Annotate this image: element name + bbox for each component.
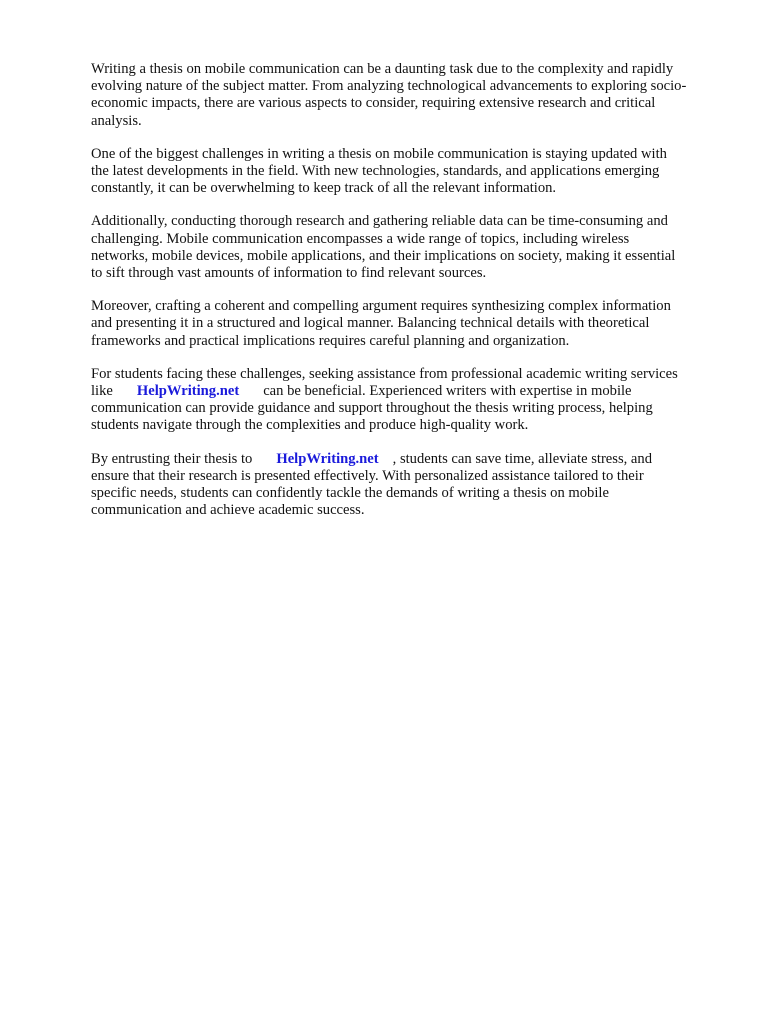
paragraph-research	[91, 213, 731, 282]
text-line: and presenting it in a structured and logical manner. Balancing technical details with theoretical	[91, 315, 650, 332]
text-line: specific needs, students can confidently tackle the demands of writing a thesis on mobile	[91, 485, 609, 502]
text-fragment: By entrusting their thesis to	[91, 450, 253, 467]
text-line: Moreover, crafting a coherent and compelling argument requires synthesizing complex information	[91, 298, 671, 315]
text-line: communication can provide guidance and support throughout the thesis writing process, helping	[91, 400, 653, 417]
paragraph-challenges	[91, 146, 731, 198]
text-fragment: like	[91, 383, 113, 400]
helpwriting-link[interactable]: HelpWriting.net	[136, 383, 240, 400]
text-line: One of the biggest challenges in writing a thesis on mobile communication is staying updated with	[91, 145, 667, 162]
text-fragment: can be beneficial. Experienced writers with expertise in mobile	[263, 383, 632, 400]
text-line: evolving nature of the subject matter. From analyzing technological advancements to exploring socio-	[91, 78, 687, 95]
text-line: analysis.	[91, 112, 142, 129]
text-line: challenging. Mobile communication encompasses a wide range of topics, including wireless	[91, 230, 630, 247]
text-fragment: , students can save time, alleviate stress, and	[392, 450, 653, 467]
text-line: constantly, it can be overwhelming to keep track of all the relevant information.	[91, 180, 557, 197]
text-line: students navigate through the complexities and produce high-quality work.	[91, 417, 529, 434]
document-page	[91, 61, 731, 535]
text-line	[91, 383, 731, 400]
paragraph-assistance	[91, 366, 731, 435]
paragraph-conclusion	[91, 451, 731, 520]
text-line	[91, 451, 731, 468]
text-line: For students facing these challenges, seeking assistance from professional academic writing services	[91, 365, 678, 382]
paragraph-argument	[91, 298, 731, 350]
text-line: to sift through vast amounts of information to find relevant sources.	[91, 265, 487, 282]
paragraph-intro	[91, 61, 731, 130]
text-line: ensure that their research is presented effectively. With personalized assistance tailored to their	[91, 467, 644, 484]
text-line: communication and achieve academic success.	[91, 502, 365, 519]
text-line: Additionally, conducting thorough research and gathering reliable data can be time-consuming and	[91, 213, 668, 230]
text-line: Writing a thesis on mobile communication can be a daunting task due to the complexity and rapidly	[91, 61, 674, 77]
text-line: networks, mobile devices, mobile applications, and their implications on society, making it essential	[91, 247, 676, 264]
text-line: frameworks and practical implications requires careful planning and organization.	[91, 332, 570, 349]
helpwriting-link[interactable]: HelpWriting.net	[276, 450, 379, 467]
text-line: the latest developments in the field. With new technologies, standards, and applications emerging	[91, 163, 660, 180]
text-line: economic impacts, there are various aspects to consider, requiring extensive research and critical	[91, 95, 656, 112]
